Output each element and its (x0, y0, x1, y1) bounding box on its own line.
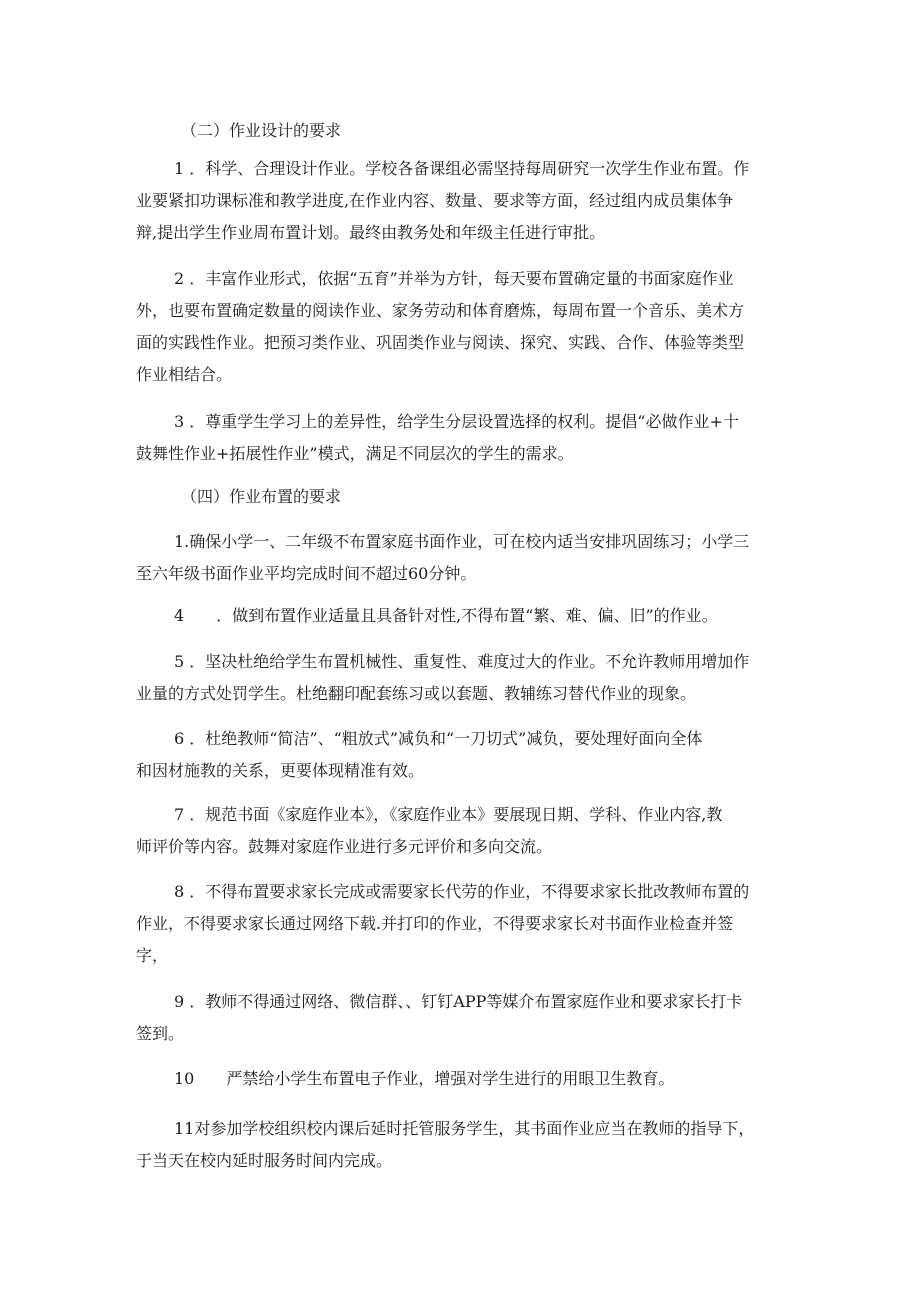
paragraph-line: 9 ．教师不得通过网络、微信群、、钉钉APP等媒介布置家庭作业和要求家长打卡 (174, 992, 743, 1011)
paragraph-line: 6 ．杜绝教师“简洁”、“粗放式”减负和“一刀切式”减负，要处理好面向全体 (174, 729, 703, 748)
paragraph-item-4-11 (136, 1113, 786, 1177)
paragraph-line: 2 ．丰富作业形式，依据“五育”并举为方针，每天要布置确定量的书面家庭作业 (174, 269, 734, 288)
paragraph-line: 辩,提出学生作业周布置计划。最终由教务处和年级主任进行审批。 (136, 223, 606, 242)
paragraph-item-4-4 (136, 600, 786, 632)
paragraph-item-4-5 (136, 646, 786, 710)
paragraph-line: 作业，不得要求家长通过网络下载.并打印的作业，不得要求家长对书面作业检查并签 (136, 914, 734, 933)
paragraph-item-3 (136, 406, 786, 470)
paragraph-line: 1 ．科学、合理设计作业。学校各备课组必需坚持每周研究一次学生作业布置。作 (174, 159, 750, 178)
paragraph-item-4-6 (136, 723, 786, 787)
paragraph-line: 于当天在校内延时服务时间内完成。 (136, 1151, 393, 1170)
paragraph-item-4-7 (136, 799, 786, 863)
paragraph-line: 11对参加学校组织校内课后延时托管服务学生，其书面作业应当在教师的指导下， (174, 1119, 755, 1138)
paragraph-line: 业要紧扣功课标准和教学进度,在作业内容、数量、要求等方面，经过组内成员集体争 (136, 191, 734, 210)
paragraph-line: 至六年级书面作业平均完成时间不超过60分钟。 (136, 564, 477, 583)
section-heading-2: （二）作业设计的要求 (181, 121, 342, 140)
paragraph-line: 作业相结合。 (136, 365, 233, 384)
paragraph-line: 鼓舞性作业+拓展性作业”模式，满足不同层次的学生的需求。 (136, 444, 574, 463)
paragraph-item-4-8 (136, 876, 786, 972)
paragraph-line: 7 ．规范书面《家庭作业本》，《家庭作业本》要展现日期、学科、作业内容,教 (174, 805, 723, 824)
paragraph-line: 8 ．不得布置要求家长完成或需要家长代劳的作业，不得要求家长批改教师布置的 (174, 882, 750, 901)
paragraph-line: 外，也要布置确定数量的阅读作业、家务劳动和体育磨炼，每周布置一个音乐、美术方 (136, 301, 745, 320)
section-heading-4: （四）作业布置的要求 (181, 487, 342, 506)
paragraph-item-4-1 (136, 526, 786, 590)
paragraph-line: 和因材施教的关系，更要体现精准有效。 (136, 761, 425, 780)
paragraph-item-2 (136, 263, 786, 391)
paragraph-line: 4 ．做到布置作业适量且具备针对性,不得布置“繁、难、偏、旧”的作业。 (174, 606, 718, 625)
paragraph-line: 签到。 (136, 1024, 185, 1043)
paragraph-item-4-9 (136, 986, 786, 1050)
paragraph-line: 10 严禁给小学生布置电子作业，增强对学生进行的用眼卫生教育。 (174, 1069, 675, 1088)
paragraph-line: 业量的方式处罚学生。杜绝翻印配套练习或以套题、教辅练习替代作业的现象。 (136, 684, 697, 703)
paragraph-line: 师评价等内容。鼓舞对家庭作业进行多元评价和多向交流。 (136, 837, 553, 856)
paragraph-item-1 (136, 153, 786, 249)
paragraph-item-4-10 (136, 1063, 786, 1095)
paragraph-line: 5 ．坚决杜绝给学生布置机械性、重复性、难度过大的作业。不允许教师用增加作 (174, 652, 750, 671)
paragraph-line: 面的实践性作业。把预习类作业、巩固类作业与阅读、探究、实践、合作、体验等类型 (136, 333, 745, 352)
paragraph-line: 1.确保小学一、二年级不布置家庭书面作业，可在校内适当安排巩固练习；小学三 (174, 532, 750, 551)
paragraph-line: 字， (136, 946, 169, 965)
paragraph-line: 3 ．尊重学生学习上的差异性，给学生分层设置选择的权利。提倡“必做作业+十 (174, 412, 739, 431)
